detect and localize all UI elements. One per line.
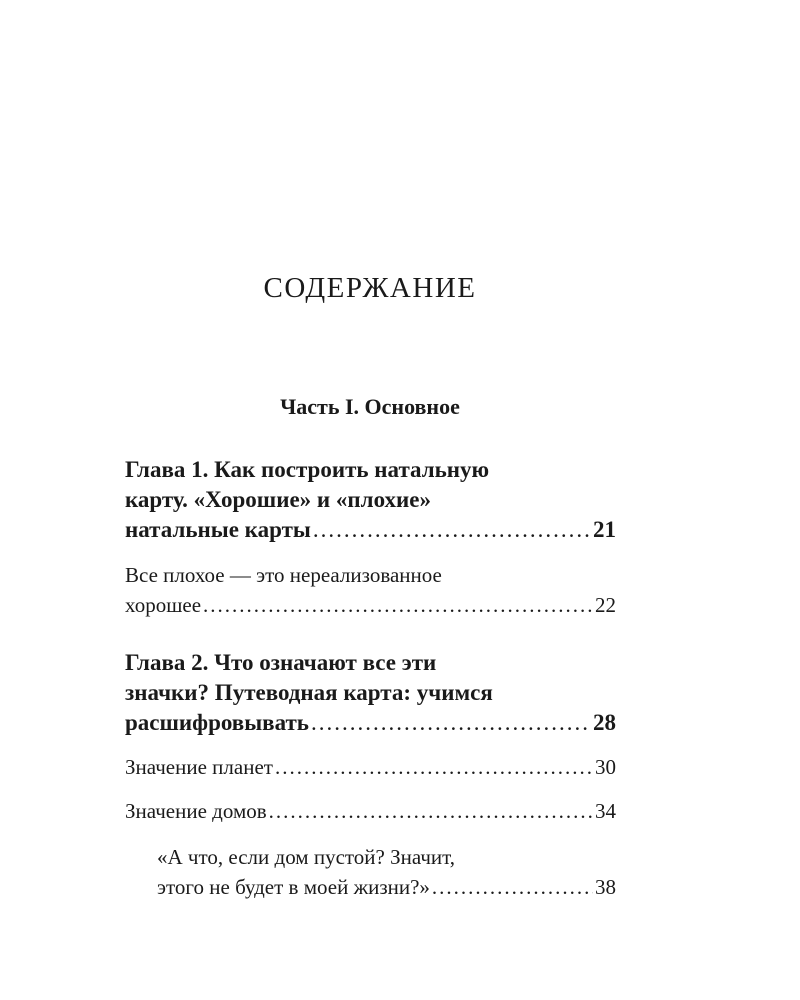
page-number: 38 <box>595 875 616 899</box>
part-heading: Часть I. Основное <box>280 394 460 419</box>
entry-title-line: «А что, если дом пустой? Значит, <box>157 845 455 869</box>
toc-entry-chapter-1[interactable] <box>125 455 616 545</box>
toc-entry-subsection[interactable] <box>157 842 616 902</box>
entry-title-line: хорошее <box>125 593 202 617</box>
entry-title-line: карту. «Хорошие» и «плохие» <box>125 487 431 512</box>
page-number: 22 <box>595 593 616 617</box>
toc-entry-section[interactable] <box>125 560 616 620</box>
dot-leader <box>203 590 593 620</box>
page-number: 21 <box>593 517 616 542</box>
entry-last-line <box>125 590 616 620</box>
entry-title-line: Глава 1. Как построить натальную <box>125 457 490 482</box>
entry-title-line: Значение планет <box>125 755 273 779</box>
dot-leader <box>275 752 593 782</box>
entry-last-line <box>125 796 616 826</box>
entry-last-line <box>125 752 616 782</box>
dot-leader <box>311 708 591 738</box>
entry-title-line: Значение домов <box>125 799 267 823</box>
page-number: 34 <box>595 799 616 823</box>
entry-title-line: натальные карты <box>125 517 311 542</box>
dot-leader <box>269 796 593 826</box>
entry-last-line <box>125 515 616 545</box>
toc-entry-section[interactable] <box>125 796 616 826</box>
toc-entry-section[interactable] <box>125 752 616 782</box>
entry-last-line <box>157 872 616 902</box>
page-number: 28 <box>593 710 616 735</box>
page-number: 30 <box>595 755 616 779</box>
toc-entry-chapter-2[interactable] <box>125 648 616 738</box>
dot-leader <box>432 872 593 902</box>
entry-title-line: значки? Путеводная карта: учимся <box>125 680 493 705</box>
entry-title-line: расшифровывать <box>125 710 309 735</box>
page-title: СОДЕРЖАНИЕ <box>263 272 477 304</box>
entry-title-line: этого не будет в моей жизни?» <box>157 875 430 899</box>
entry-title-line: Все плохое — это нереализованное <box>125 563 442 587</box>
entry-last-line <box>125 708 616 738</box>
dot-leader <box>313 515 591 545</box>
entry-title-line: Глава 2. Что означают все эти <box>125 650 437 675</box>
